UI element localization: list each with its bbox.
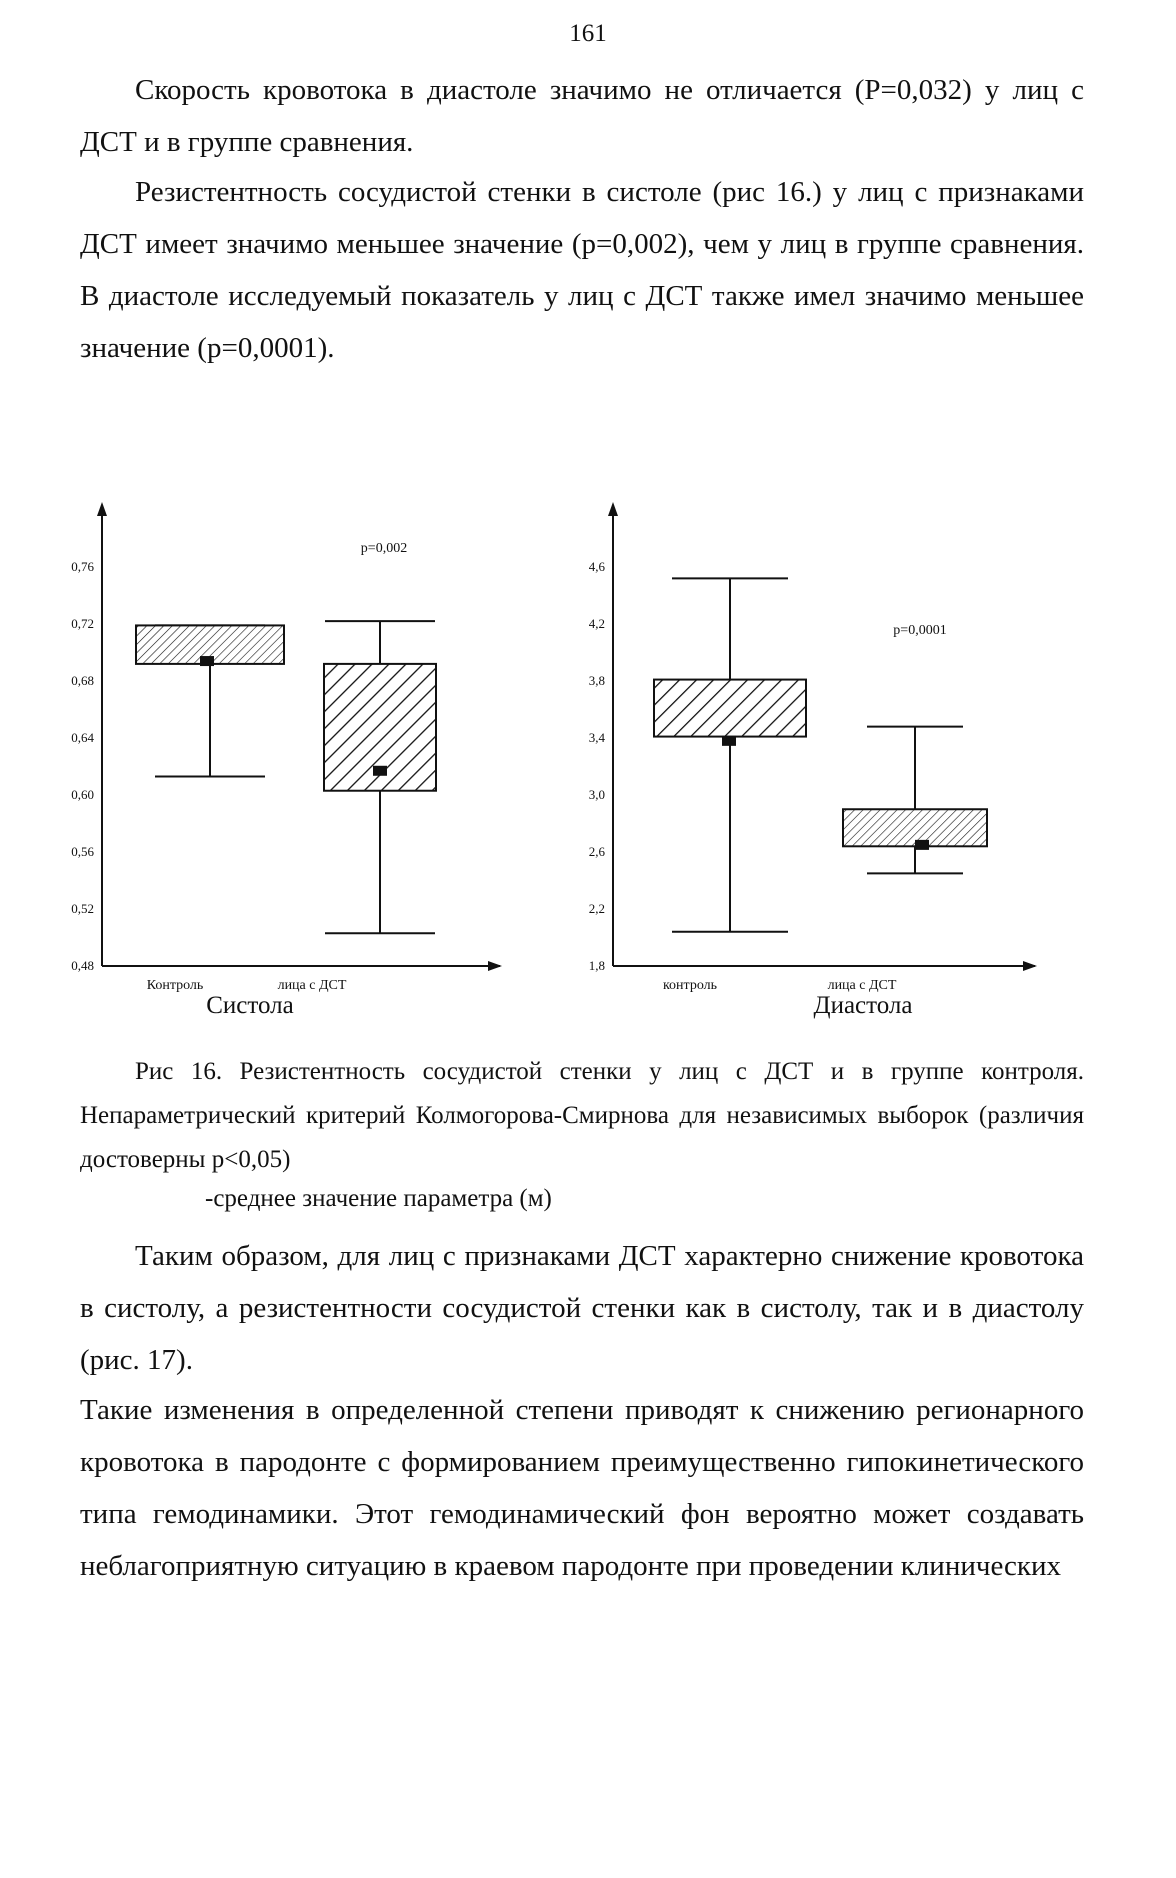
y-axis-arrow-icon bbox=[97, 502, 107, 516]
y-tick-label: 4,2 bbox=[588, 616, 605, 631]
mean-marker-note: -среднее значение параметра (м) bbox=[205, 1185, 552, 1212]
y-tick-label: 4,6 bbox=[588, 559, 605, 574]
x-axis-arrow-icon bbox=[488, 961, 502, 971]
mean-marker bbox=[915, 840, 929, 850]
y-tick-label: 2,6 bbox=[588, 844, 605, 859]
paragraph-flow-diastole: Скорость кровотока в диастоле значимо не отличается (Р=0,032) у лиц с ДСТ и в группе сравнения. bbox=[80, 74, 1084, 158]
y-tick-label: 3,0 bbox=[588, 787, 605, 802]
paragraph-changes: Такие изменения в определенной степени приводят к снижению регионарного кровотока в пародонте с формированием преимущественно гипокинетического типа гемодинамики. Этот гемодинамический фон вероятно может создавать неблагоприятную ситуацию в краевом пародонте при проведении клинических bbox=[80, 1394, 1084, 1582]
chart-title: Систола bbox=[206, 992, 294, 1019]
y-tick-label: 3,4 bbox=[588, 730, 605, 745]
y-tick-label: 0,48 bbox=[71, 958, 94, 973]
y-tick-label: 2,2 bbox=[588, 901, 605, 916]
y-tick-label: 0,64 bbox=[71, 730, 94, 745]
y-tick-label: 0,76 bbox=[71, 559, 94, 574]
mean-marker bbox=[373, 766, 387, 776]
y-tick-label: 3,8 bbox=[588, 673, 605, 688]
p-value-annotation: p=0,0001 bbox=[893, 623, 947, 638]
y-tick-label: 0,52 bbox=[71, 901, 94, 916]
paragraph-conclusion: Таким образом, для лиц с признаками ДСТ характерно снижение кровотока в систолу, а резистентности сосудистой стенки как в систолу, так и в диастолу (рис. 17). bbox=[80, 1240, 1084, 1376]
y-tick-label: 1,8 bbox=[588, 958, 605, 973]
page-number: 161 bbox=[569, 20, 607, 47]
x-category-label: лица с ДСТ bbox=[827, 978, 897, 993]
y-tick-label: 0,60 bbox=[71, 787, 94, 802]
chart-systole bbox=[60, 500, 540, 1030]
figure-caption: Рис 16. Резистентность сосудистой стенки у лиц с ДСТ и в группе контроля. Непараметрический критерий Колмогорова-Смирнова для независимых выборок (различия достоверны р<0,05) bbox=[80, 1058, 1084, 1173]
y-tick-label: 0,68 bbox=[71, 673, 94, 688]
mean-marker bbox=[722, 736, 736, 746]
chart-title: Диастола bbox=[813, 992, 913, 1019]
box bbox=[654, 680, 806, 737]
p-value-annotation: p=0,002 bbox=[360, 541, 408, 556]
mean-marker bbox=[200, 656, 214, 666]
y-tick-label: 0,72 bbox=[71, 616, 94, 631]
x-category-label: контроль bbox=[662, 978, 718, 993]
x-axis-arrow-icon bbox=[1023, 961, 1037, 971]
y-tick-label: 0,56 bbox=[71, 844, 94, 859]
x-category-label: лица с ДСТ bbox=[277, 978, 347, 993]
x-category-label: Контроль bbox=[146, 978, 204, 993]
y-axis-arrow-icon bbox=[608, 502, 618, 516]
paragraph-resistance: Резистентность сосудистой стенки в систоле (рис 16.) у лиц с признаками ДСТ имеет значимо меньшее значение (р=0,002), чем у лиц в группе сравнения. В диастоле исследуемый показатель у лиц с ДСТ также имел значимо меньшее значение (р=0,0001). bbox=[80, 176, 1084, 364]
chart-diastole bbox=[570, 500, 1090, 1030]
